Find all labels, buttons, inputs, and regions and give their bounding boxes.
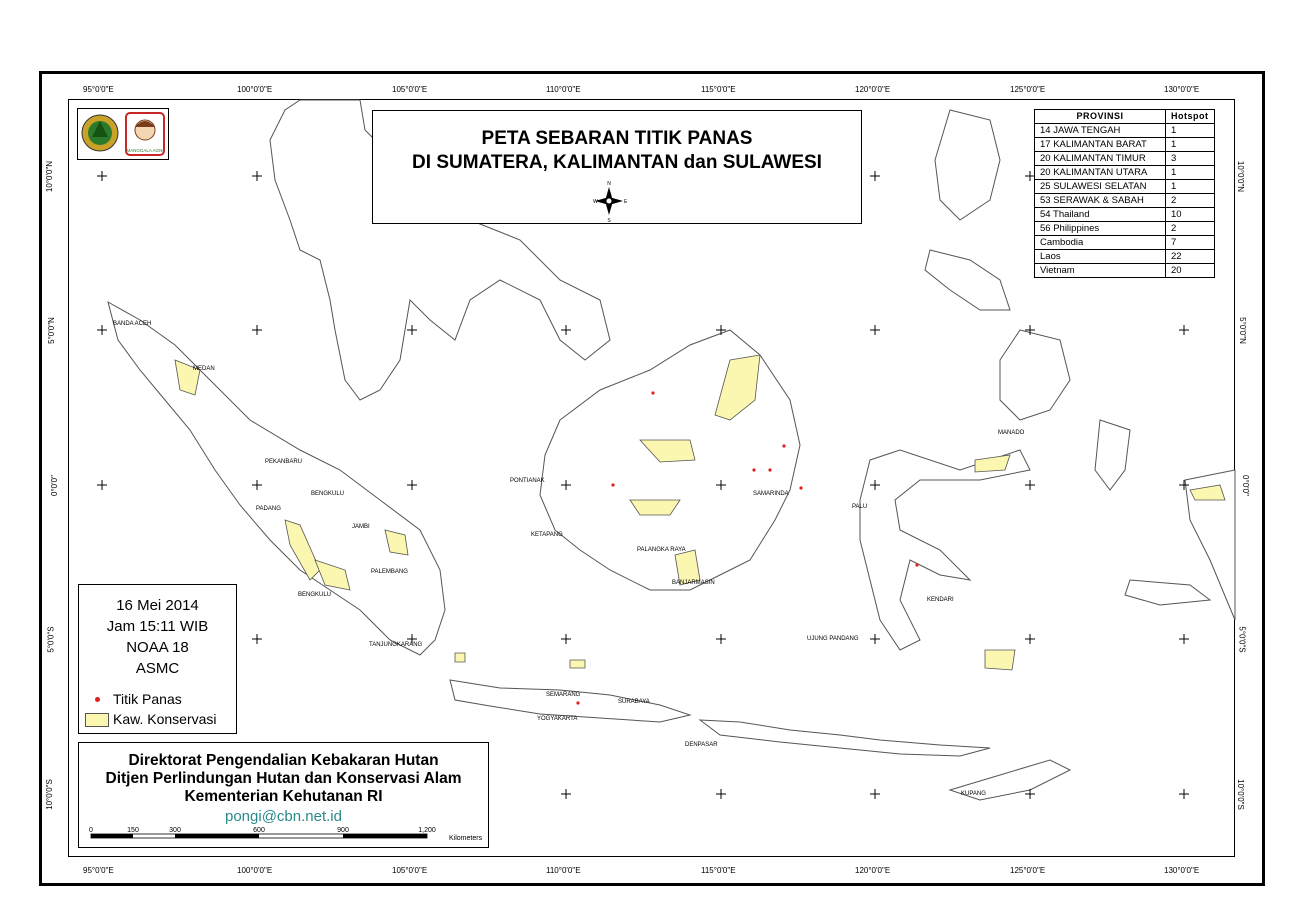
credit-line1: Direktorat Pengendalian Kebakaran Hutan: [128, 752, 439, 769]
place-label: SAMARINDA: [753, 491, 789, 497]
map-title-line1: PETA SEBARAN TITIK PANAS: [481, 128, 753, 149]
scale-bar: [89, 825, 489, 847]
table-row: [1035, 222, 1215, 236]
place-label: BANDA ACEH: [113, 321, 152, 327]
province-cell: 56 Philippines: [1035, 222, 1166, 236]
legend-item-conservation: [85, 711, 235, 727]
lon-label-bottom: 115°0'0"E: [701, 866, 736, 875]
lon-label-top: 100°0'0"E: [237, 85, 273, 94]
table-row: [1035, 152, 1215, 166]
hotspot-point: [576, 701, 579, 704]
place-label: PALANGKA RAYA: [637, 547, 686, 553]
table-row: [1035, 138, 1215, 152]
count-cell: 22: [1166, 250, 1215, 264]
lon-label-bottom: 100°0'0"E: [237, 866, 273, 875]
count-cell: 3: [1166, 152, 1215, 166]
place-label: KENDARI: [927, 597, 954, 603]
legend-hotspot-label: Titik Panas: [113, 691, 182, 707]
ministry-logo-icon: [82, 115, 118, 151]
manggala-agni-logo-icon: [126, 113, 164, 155]
place-label: JAMBI: [352, 524, 370, 530]
svg-text:900: 900: [337, 827, 349, 834]
lat-label-left: 0°0'0": [49, 475, 59, 496]
hotspot-table: [1034, 109, 1215, 278]
credits-panel: [78, 742, 489, 848]
map-title-line2: DI SUMATERA, KALIMANTAN dan SULAWESI: [412, 152, 822, 173]
lon-label-top: 120°0'0"E: [855, 85, 891, 94]
philippines-visayas: [925, 250, 1010, 310]
legend-time: Jam 15:11 WIB: [106, 618, 209, 635]
lon-label-top: 115°0'0"E: [701, 85, 736, 94]
table-row: [1035, 166, 1215, 180]
hotspot-dot-icon: [95, 697, 100, 702]
count-cell: 2: [1166, 194, 1215, 208]
lon-label-top: 110°0'0"E: [546, 85, 581, 94]
lat-label-right: 10°0'0"N: [1236, 160, 1246, 193]
legend-source: ASMC: [135, 660, 180, 677]
place-label: BENGKULU: [311, 491, 345, 497]
svg-text:300: 300: [169, 827, 181, 834]
province-cell: 14 JAWA TENGAH: [1035, 124, 1166, 138]
legend-satellite: NOAA 18: [126, 639, 189, 656]
north-arrow-icon: [591, 179, 627, 223]
column-header-hotspot: Hotspot: [1166, 110, 1215, 124]
place-label: UJUNG PANDANG: [807, 636, 859, 642]
lat-label-right: 5°0'0"S: [1237, 626, 1247, 653]
place-label: PALU: [852, 504, 868, 510]
place-label: SEMARANG: [546, 692, 581, 698]
svg-text:E: E: [624, 199, 628, 205]
lon-label-bottom: 95°0'0"E: [83, 866, 114, 875]
sulawesi: [860, 450, 1030, 650]
place-label: MEDAN: [193, 366, 215, 372]
table-row: [1035, 180, 1215, 194]
place-label: PONTIANAK: [510, 478, 545, 484]
contact-email: pongi@cbn.net.id: [225, 808, 342, 825]
legend-panel: [78, 584, 237, 734]
province-cell: Laos: [1035, 250, 1166, 264]
table-row: [1035, 264, 1215, 278]
legend-conservation-label: Kaw. Konservasi: [113, 711, 217, 727]
place-label: MANADO: [998, 430, 1025, 436]
lat-label-left: 10°0'0"S: [44, 779, 54, 810]
province-cell: Vietnam: [1035, 264, 1166, 278]
lon-label-top: 130°0'0"E: [1164, 85, 1200, 94]
lat-label-right: 10°0'0"S: [1235, 779, 1245, 810]
credit-line3: Kementerian Kehutanan RI: [184, 788, 383, 805]
hotspot-point: [768, 468, 771, 471]
count-cell: 1: [1166, 166, 1215, 180]
lon-label-top: 95°0'0"E: [83, 85, 114, 94]
lon-label-top: 105°0'0"E: [392, 85, 428, 94]
place-label: DENPASAR: [685, 742, 718, 748]
philippines-mindanao: [1000, 330, 1070, 420]
place-label: TANJUNGKARANG: [369, 642, 423, 648]
count-cell: 1: [1166, 180, 1215, 194]
count-cell: 1: [1166, 138, 1215, 152]
svg-text:150: 150: [127, 827, 139, 834]
lat-label-left: 5°0'0"S: [46, 626, 56, 653]
hotspot-point: [611, 483, 614, 486]
lon-label-bottom: 110°0'0"E: [546, 866, 581, 875]
credit-line2: Ditjen Perlindungan Hutan dan Konservasi Alam: [105, 770, 462, 787]
place-label: PEKANBARU: [265, 459, 303, 465]
place-label: PALEMBANG: [371, 569, 408, 575]
lon-label-bottom: 120°0'0"E: [855, 866, 891, 875]
lon-label-bottom: 130°0'0"E: [1164, 866, 1200, 875]
halmahera: [1095, 420, 1130, 490]
philippines-luzon: [935, 110, 1000, 220]
province-cell: 25 SULAWESI SELATAN: [1035, 180, 1166, 194]
logo-panel: [77, 108, 169, 160]
province-cell: 20 KALIMANTAN UTARA: [1035, 166, 1166, 180]
count-cell: 20: [1166, 264, 1215, 278]
svg-text:0: 0: [89, 827, 93, 834]
lat-label-right: 5°0'0"N: [1237, 317, 1247, 344]
place-label: YOGYAKARTA: [537, 716, 578, 722]
title-panel: [372, 110, 862, 224]
place-label: BANJARMASIN: [672, 580, 715, 586]
table-row: [1035, 236, 1215, 250]
hotspot-point: [915, 563, 918, 566]
table-row: [1035, 250, 1215, 264]
conservation-swatch-icon: [85, 713, 109, 727]
svg-text:Kilometers: Kilometers: [449, 835, 483, 842]
hotspot-point: [651, 391, 654, 394]
place-label: KUPANG: [961, 791, 986, 797]
count-cell: 10: [1166, 208, 1215, 222]
svg-text:N: N: [607, 181, 611, 187]
place-label: KETAPANG: [531, 532, 563, 538]
lat-label-left: 5°0'0"N: [46, 317, 56, 344]
svg-text:MANGGALA AGNI: MANGGALA AGNI: [126, 148, 164, 153]
hotspot-point: [782, 444, 785, 447]
province-cell: 53 SERAWAK & SABAH: [1035, 194, 1166, 208]
lon-label-bottom: 105°0'0"E: [392, 866, 428, 875]
count-cell: 1: [1166, 124, 1215, 138]
svg-text:1,200: 1,200: [418, 827, 436, 834]
logos: [78, 109, 168, 159]
place-label: PADANG: [256, 506, 281, 512]
place-label: SURABAYA: [618, 699, 650, 705]
table-row: [1035, 208, 1215, 222]
column-header-province: PROVINSI: [1035, 110, 1166, 124]
lat-label-left: 10°0'0"N: [45, 160, 55, 193]
lon-label-top: 125°0'0"E: [1010, 85, 1046, 94]
count-cell: 7: [1166, 236, 1215, 250]
province-cell: 54 Thailand: [1035, 208, 1166, 222]
province-cell: Cambodia: [1035, 236, 1166, 250]
table-row: [1035, 194, 1215, 208]
table-header-row: [1035, 110, 1215, 124]
lat-label-right: 0°0'0": [1240, 475, 1250, 496]
seram: [1125, 580, 1210, 605]
svg-text:S: S: [607, 218, 611, 224]
province-cell: 20 KALIMANTAN TIMUR: [1035, 152, 1166, 166]
svg-text:600: 600: [253, 827, 265, 834]
nusa-tenggara: [700, 720, 990, 756]
hotspot-point: [752, 468, 755, 471]
legend-item-hotspot: [91, 691, 236, 707]
count-cell: 2: [1166, 222, 1215, 236]
legend-date: 16 Mei 2014: [116, 597, 199, 614]
lon-label-bottom: 125°0'0"E: [1010, 866, 1046, 875]
province-cell: 17 KALIMANTAN BARAT: [1035, 138, 1166, 152]
hotspot-point: [799, 486, 802, 489]
place-label: BENGKULU: [298, 592, 332, 598]
svg-text:W: W: [593, 199, 598, 205]
table-row: [1035, 124, 1215, 138]
